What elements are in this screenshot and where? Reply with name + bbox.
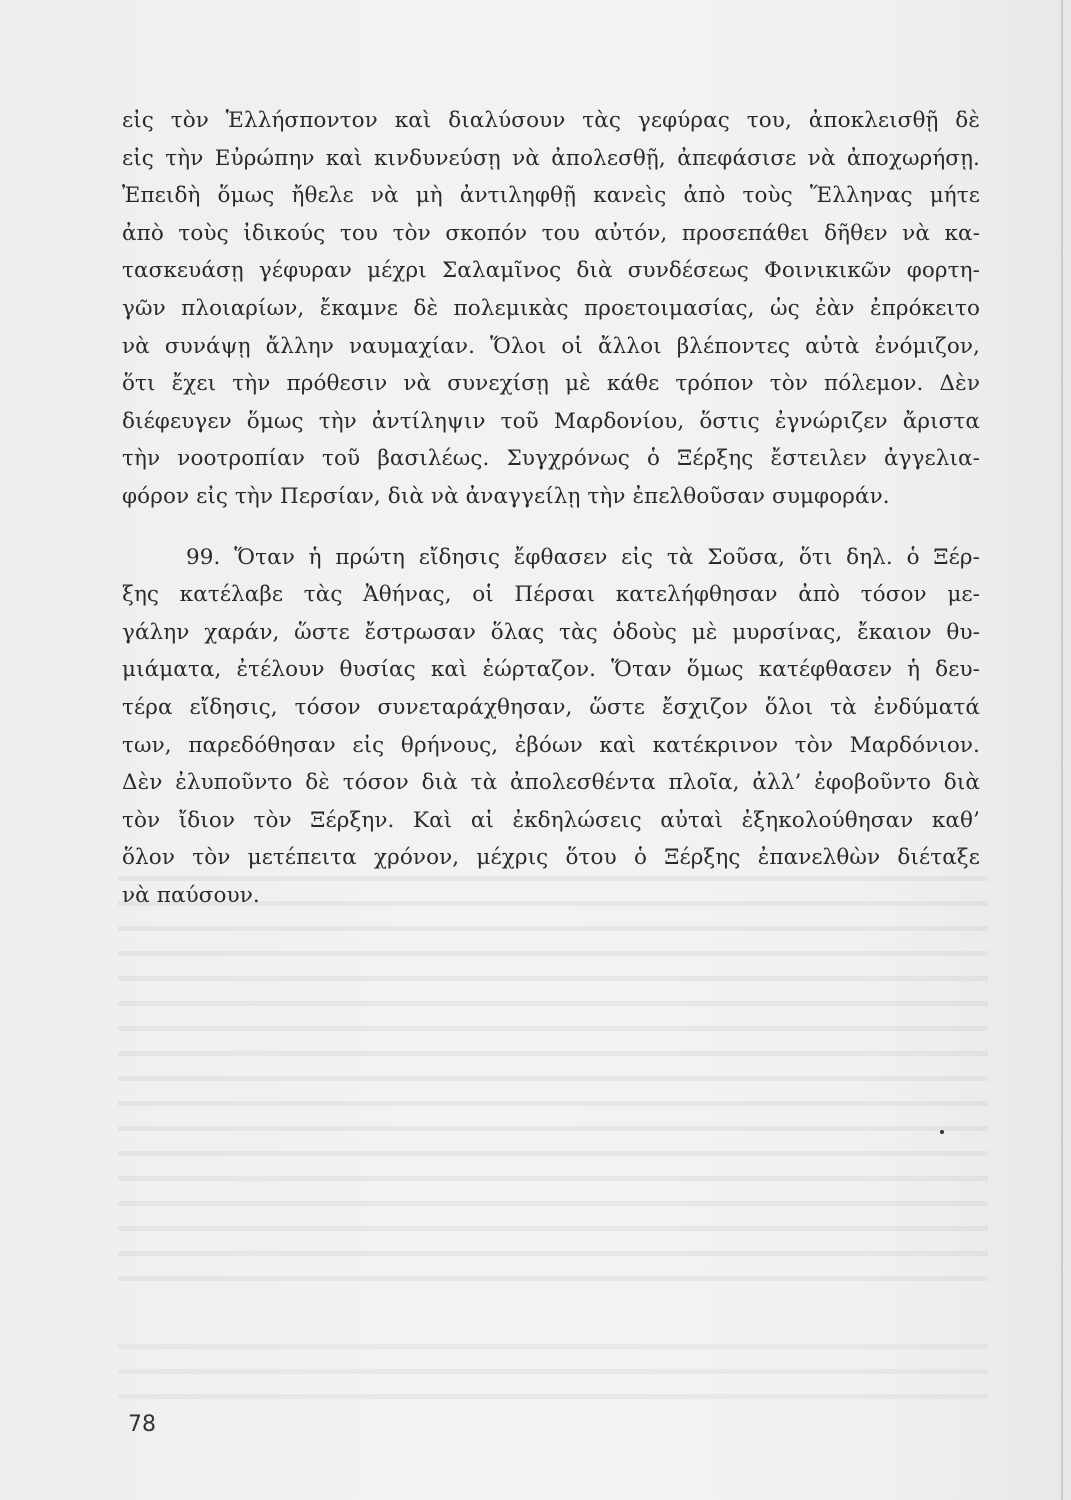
text-line: γῶν πλοιαρίων, ἔκαμνε δὲ πολεμικὰς προετοιμασίας, ὡς ἐὰν ἐπρόκειτο	[122, 295, 980, 321]
body-text	[122, 102, 980, 914]
text-line: ἀπὸ τοὺς ἰδικούς του τὸν σκοπόν του αὐτόν, προσεπάθει δῆθεν νὰ κα-	[122, 220, 980, 246]
text-line: ξης κατέλαβε τὰς Ἀθήνας, οἱ Πέρσαι κατελήφθησαν ἀπὸ τόσον με-	[122, 582, 980, 608]
text-line: τασκευάσῃ γέφυραν μέχρι Σαλαμῖνος διὰ συνδέσεως Φοινικικῶν φορτη-	[122, 258, 980, 284]
text-line: Δὲν ἐλυποῦντο δὲ τόσον διὰ τὰ ἀπολεσθέντα πλοῖα, ἀλλ’ ἐφοβοῦντο διὰ	[122, 770, 980, 796]
text-line: φόρον εἰς τὴν Περσίαν, διὰ νὰ ἀναγγείλῃ τὴν ἐπελθοῦσαν συμφοράν.	[122, 483, 890, 509]
paragraph-1	[122, 102, 980, 516]
text-line: τὸν ἴδιον τὸν Ξέρξην. Καὶ αἱ ἐκδηλώσεις αὐταὶ ἐξηκολούθησαν καθ’	[122, 807, 980, 833]
text-line: νὰ συνάψῃ ἄλλην ναυμαχίαν. Ὅλοι οἱ ἄλλοι βλέποντες αὐτὰ ἐνόμιζον,	[122, 333, 980, 359]
text-line: διέφευγεν ὅμως τὴν ἀντίληψιν τοῦ Μαρδονίου, ὅστις ἐγνώριζεν ἄριστα	[122, 408, 980, 434]
text-line: ὅτι ἔχει τὴν πρόθεσιν νὰ συνεχίσῃ μὲ κάθε τρόπον τὸν πόλεμον. Δὲν	[122, 371, 980, 397]
page-edge	[1061, 0, 1063, 1500]
text-line: Ἐπειδὴ ὅμως ἤθελε νὰ μὴ ἀντιληφθῇ κανεὶς ἀπὸ τοὺς Ἕλληνας μήτε	[122, 183, 980, 209]
page-number: 78	[128, 1412, 156, 1437]
text-line: 99. Ὅταν ἡ πρώτη εἴδησις ἔφθασεν εἰς τὰ Σοῦσα, ὅτι δηλ. ὁ Ξέρ-	[186, 544, 980, 570]
text-line: γάλην χαράν, ὥστε ἔστρωσαν ὅλας τὰς ὁδοὺς μὲ μυρσίνας, ἔκαιον θυ-	[122, 619, 980, 645]
text-line: τὴν νοοτροπίαν τοῦ βασιλέως. Συγχρόνως ὁ Ξέρξης ἔστειλεν ἀγγελια-	[122, 446, 980, 472]
bleed-through-text	[118, 862, 988, 1292]
text-line: εἰς τὸν Ἑλλήσποντον καὶ διαλύσουν τὰς γεφύρας του, ἀποκλεισθῇ δὲ	[122, 108, 980, 133]
text-line: νὰ παύσουν.	[122, 882, 260, 908]
bleed-through-text-lower	[118, 1330, 988, 1410]
text-line: των, παρεδόθησαν εἰς θρήνους, ἐβόων καὶ κατέκρινον τὸν Μαρδόνιον.	[122, 732, 980, 758]
text-line: ὅλον τὸν μετέπειτα χρόνον, μέχρις ὅτου ὁ Ξέρξης ἐπανελθὼν διέταξε	[122, 845, 980, 871]
ink-speck	[940, 1130, 944, 1134]
paragraph-2	[122, 539, 980, 915]
text-line: εἰς τὴν Εὐρώπην καὶ κινδυνεύσῃ νὰ ἀπολεσθῇ, ἀπεφάσισε νὰ ἀποχωρήσῃ.	[122, 145, 980, 171]
text-line: μιάματα, ἐτέλουν θυσίας καὶ ἑώρταζον. Ὅταν ὅμως κατέφθασεν ἡ δευ-	[122, 657, 980, 683]
text-line: τέρα εἴδησις, τόσον συνεταράχθησαν, ὥστε ἔσχιζον ὅλοι τὰ ἐνδύματά	[122, 694, 980, 720]
